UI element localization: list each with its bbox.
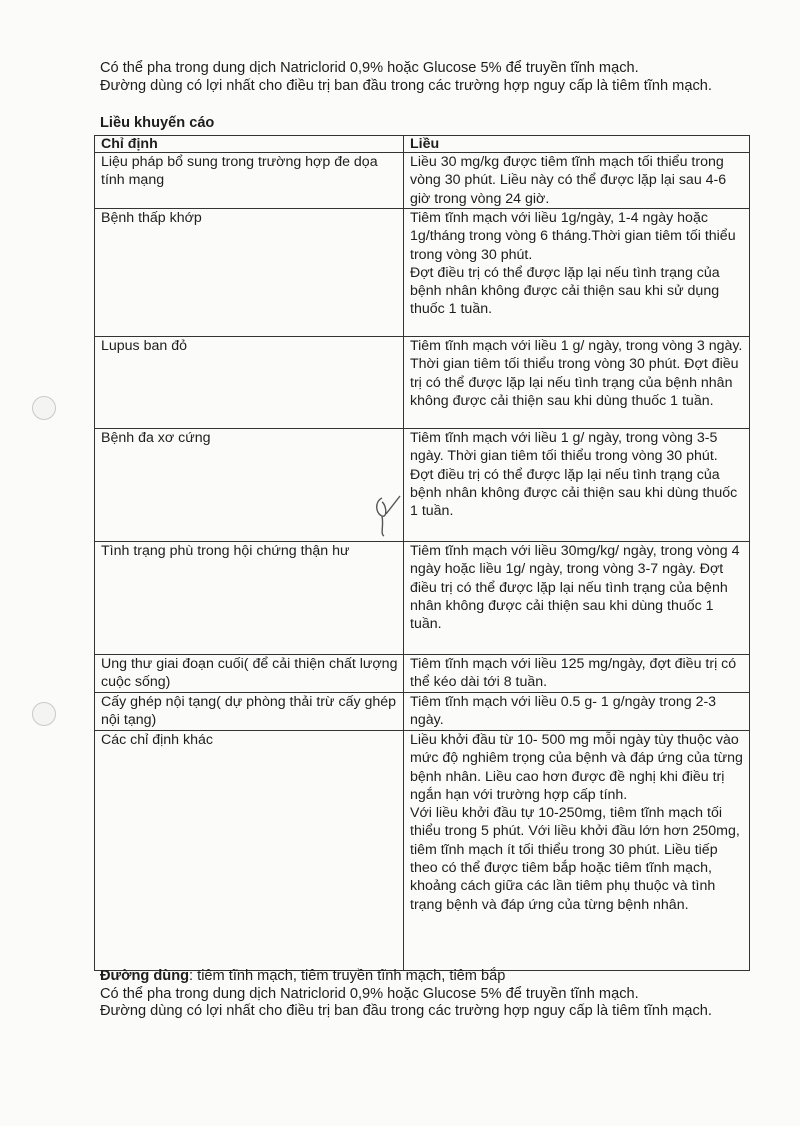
dose-cell (404, 209, 750, 337)
dosage-table (94, 135, 750, 971)
dose-cell: Tiêm tĩnh mạch với liều 1 g/ ngày, trong vòng 3-5 ngày. Thời gian tiêm tối thiểu trong vòng 30 phút. Đợt điều trị có thể được lặp lại nếu tình trạng của bệnh nhân không được cải thiện sau khi dùng thuốc 1 tuần. (404, 429, 750, 542)
table-row (95, 542, 750, 655)
dose-paragraph: Tiêm tĩnh mạch với liều 1g/ngày, 1-4 ngày hoặc 1g/tháng trong vòng 6 tháng.Thời gian tiêm tối thiểu trong vòng 30 phút. (410, 210, 736, 263)
indication-cell: Lupus ban đỏ (95, 337, 404, 429)
dose-cell: Tiêm tĩnh mạch với liều 30mg/kg/ ngày, trong vòng 4 ngày hoặc liều 1g/ ngày, trong vòng 3-7 ngày. Đợt điều trị có thể được lặp lại nếu tình trạng của bệnh nhân không được cải thiện sau khi dùng thuốc 1 tuần. (404, 542, 750, 655)
table-row (95, 209, 750, 337)
table-row (95, 655, 750, 693)
indication-cell: Cấy ghép nội tạng( dự phòng thải trừ cấy ghép nội tạng) (95, 693, 404, 731)
table-row (95, 429, 750, 542)
route-line (100, 968, 740, 986)
intro-paragraph (100, 60, 740, 95)
table-row (95, 731, 750, 971)
route-label: Đường dùng (100, 968, 190, 984)
dose-cell: Tiêm tĩnh mạch với liều 0.5 g- 1 g/ngày trong 2-3 ngày. (404, 693, 750, 731)
indication-cell: Các chỉ định khác (95, 731, 404, 971)
footer-line-2: Đường dùng có lợi nhất cho điều trị ban đầu trong các trường hợp nguy cấp là tiêm tĩnh mạch. (100, 1003, 712, 1019)
table-row (95, 337, 750, 429)
indication-cell: Bệnh đa xơ cứng (95, 429, 404, 542)
dose-paragraph: Với liều khởi đầu tự 10-250mg, tiêm tĩnh mạch tối thiểu trong 5 phút. Với liều khởi đầu lớn hơn 250mg, tiêm tĩnh mạch ít tối thiểu trong 30 phút. Liều tiếp theo có thể được tiêm bắp hoặc tiêm tĩnh mạch, khoảng cách giữa các lần tiêm phụ thuộc và tình trạng bệnh và đáp ứng của từng bệnh nhân. (410, 805, 740, 913)
punch-hole-bottom (32, 702, 56, 726)
route-text: : tiêm tĩnh mạch, tiêm truyền tĩnh mạch, tiêm bắp (189, 968, 506, 984)
dose-paragraph: Liều khởi đầu từ 10- 500 mg mỗi ngày tùy thuộc vào mức độ nghiêm trọng của bệnh và đáp ứng của từng bệnh nhân. Liều cao hơn được đề nghị khi điều trị ngắn hạn với trường hợp cấp tính. (410, 732, 743, 803)
dose-cell: Liều 30 mg/kg được tiêm tĩnh mạch tối thiểu trong vòng 30 phút. Liều này có thể được lặp lại sau 4-6 giờ trong vòng 24 giờ. (404, 153, 750, 209)
punch-hole-top (32, 396, 56, 420)
header-dose: Liều (404, 136, 750, 153)
indication-cell: Liệu pháp bổ sung trong trường hợp đe dọa tính mạng (95, 153, 404, 209)
section-title: Liều khuyến cáo (100, 115, 215, 131)
footer-line-1: Có thể pha trong dung dịch Natriclorid 0,9% hoặc Glucose 5% để truyền tĩnh mạch. (100, 985, 639, 1002)
dose-cell (404, 731, 750, 971)
intro-line-2: Đường dùng có lợi nhất cho điều trị ban đầu trong các trường hợp nguy cấp là tiêm tĩnh mạch. (100, 77, 712, 94)
dose-cell: Tiêm tĩnh mạch với liều 125 mg/ngày, đợt điều trị có thể kéo dài tới 8 tuần. (404, 655, 750, 693)
table-header-row (95, 136, 750, 153)
dose-paragraph: Đợt điều trị có thể được lặp lại nếu tình trạng của bệnh nhân không được cải thiện sau khi sử dụng thuốc 1 tuần. (410, 264, 720, 318)
intro-line-1: Có thể pha trong dung dịch Natriclorid 0,9% hoặc Glucose 5% để truyền tĩnh mạch. (100, 60, 639, 76)
header-indication: Chỉ định (95, 136, 404, 153)
table-row (95, 153, 750, 209)
indication-cell: Bệnh thấp khớp (95, 209, 404, 337)
footer-paragraph (100, 968, 740, 1021)
indication-cell: Tình trạng phù trong hội chứng thận hư (95, 542, 404, 655)
table-row (95, 693, 750, 731)
initial-mark (368, 492, 408, 540)
dose-cell: Tiêm tĩnh mạch với liều 1 g/ ngày, trong vòng 3 ngày. Thời gian tiêm tối thiểu trong vòng 30 phút. Đợt điều trị có thể được lặp lại nếu tình trạng của bệnh nhân không được cải thiện sau khi dùng thuốc 1 tuần. (404, 337, 750, 429)
indication-cell: Ung thư giai đoạn cuối( để cải thiện chất lượng cuộc sống) (95, 655, 404, 693)
